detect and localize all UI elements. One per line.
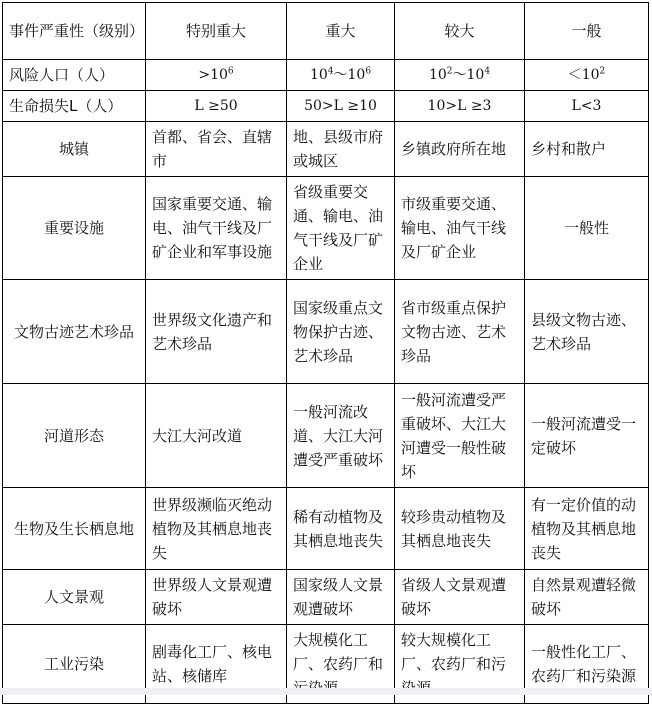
cell-large: 省市级重点保护文物古迹、艺术珍品 [395, 280, 525, 384]
header-severity-level: 事件严重性（级别） [3, 3, 146, 60]
risk-population-large: $10^2\sim 10^4$ [395, 60, 525, 91]
life-loss-label: 生命损失L（人） [3, 91, 146, 122]
header-especially-major: 特别重大 [146, 3, 287, 60]
header-general: 一般 [525, 3, 649, 60]
row-label-pollution: 工业污染 [3, 625, 146, 704]
life-loss-general: L<3 [525, 91, 649, 122]
risk-population-special: $>10^6$ [146, 60, 287, 91]
header-row [3, 3, 649, 60]
table-row [3, 384, 649, 488]
cell-general: 一般性 [525, 177, 649, 280]
severity-classification-table [2, 2, 649, 704]
cell-major: 地、县级市府或城区 [287, 122, 395, 177]
cell-major: 大规模化工厂、农药厂和 [287, 625, 395, 704]
cell-large: 市级重要交通、输电、油气干线及厂矿企业 [395, 177, 525, 280]
cell-major: 一般河流改道、大江大河遭受严重破坏 [287, 384, 395, 488]
cell-general: 有一定价值的动植物及其栖息地丧失 [525, 488, 649, 570]
table-row [3, 488, 649, 570]
header-major: 重大 [287, 3, 395, 60]
bottom-strip [0, 688, 652, 695]
cell-special: 首都、省会、直辖市 [146, 122, 287, 177]
risk-population-label: 风险人口（人） [3, 60, 146, 91]
life-loss-row [3, 91, 649, 122]
cell-general: 乡村和散户 [525, 122, 649, 177]
cell-general: 一般性化工厂、农药厂和污染源 [525, 625, 649, 704]
cell-major: 国家级人文景观遭破坏 [287, 570, 395, 625]
header-large: 较大 [395, 3, 525, 60]
cell-general: 自然景观遭轻微破坏 [525, 570, 649, 625]
row-label-landscape: 人文景观 [3, 570, 146, 625]
life-loss-special: L ≥50 [146, 91, 287, 122]
row-label-facilities: 重要设施 [3, 177, 146, 280]
table-row [3, 122, 649, 177]
row-label-relics: 文物古迹艺术珍品 [3, 280, 146, 384]
table-row [3, 280, 649, 384]
life-loss-major: 50>L ≥10 [287, 91, 395, 122]
row-label-river: 河道形态 [3, 384, 146, 488]
row-label-town: 城镇 [3, 122, 146, 177]
cell-special: 剧毒化工厂、核电站、核储库 [146, 625, 287, 704]
cell-large: 一般河流遭受严重破坏、大江大河遭受一般性破坏 [395, 384, 525, 488]
life-loss-large: 10>L ≥3 [395, 91, 525, 122]
cell-large: 较珍贵动植物及其栖息地丧失 [395, 488, 525, 570]
table-row [3, 570, 649, 625]
cell-large: 乡镇政府所在地 [395, 122, 525, 177]
table-row [3, 177, 649, 280]
risk-population-major: $10^4\sim 10^6$ [287, 60, 395, 91]
cell-special: 世界级濒临灭绝动植物及其栖息地丧失 [146, 488, 287, 570]
risk-population-general: $<10^2$ [525, 60, 649, 91]
cell-special: 大江大河改道 [146, 384, 287, 488]
cell-special: 国家重要交通、输电、油气干线及厂矿企业和军事设施 [146, 177, 287, 280]
cell-large: 省级人文景观遭破坏 [395, 570, 525, 625]
cell-special: 世界级人文景观遭破坏 [146, 570, 287, 625]
cell-major: 国家级重点文物保护古迹、艺术珍品 [287, 280, 395, 384]
cell-general: 一般河流遭受一定破坏 [525, 384, 649, 488]
cell-major: 稀有动植物及其栖息地丧失 [287, 488, 395, 570]
cell-special: 世界级文化遗产和艺术珍品 [146, 280, 287, 384]
cell-large: 较大规模化工厂、农药厂和污 [395, 625, 525, 704]
risk-population-row [3, 60, 649, 91]
cell-general: 县级文物古迹、艺术珍品 [525, 280, 649, 384]
cell-major: 省级重要交通、输电、油气干线及厂矿企业 [287, 177, 395, 280]
row-label-habitat: 生物及生长栖息地 [3, 488, 146, 570]
